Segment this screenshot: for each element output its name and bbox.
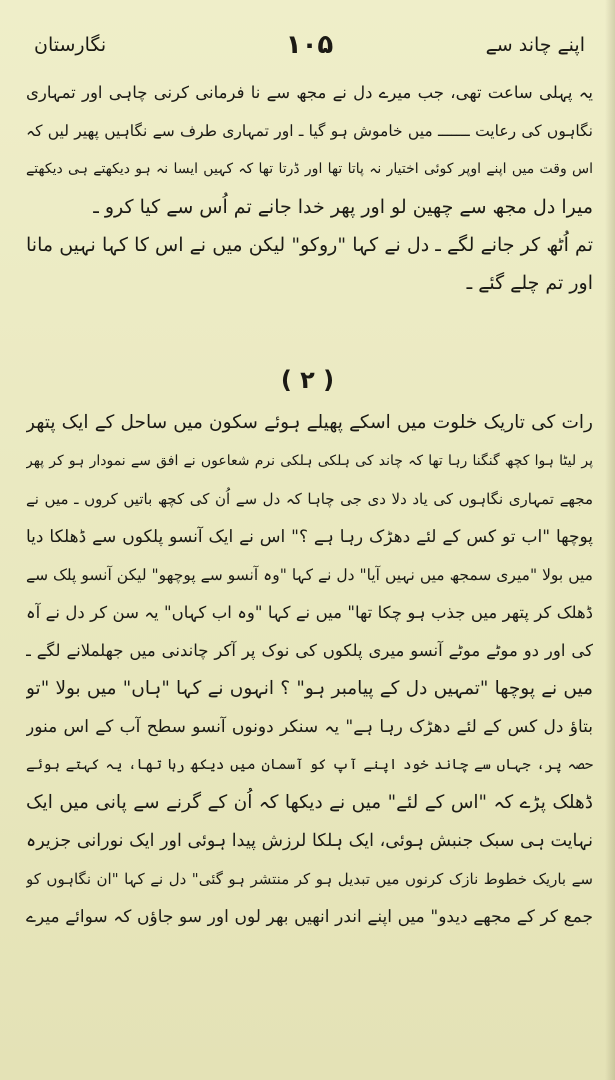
text-line: رات کی تاریک خلوت میں اسکے پھیلے ہوئے سکون میں ساحل کے ایک پتھر — [26, 412, 593, 433]
text-line: حصہ پر، جہاں سے چاند خود اپنے آپ کو آسمان میں دیکھ رہا تھا، یہ کہتے ہوئے — [26, 757, 593, 773]
text-line: نگاہوں کی رعایت ـــــــ میں خاموش ہو گیا ـ اور تمہاری طرف سے نگاہیں پھیر لیں کہ — [26, 122, 593, 140]
text-line: میرا دل مجھ سے چھین لو اور پھر خدا جانے تم اُس سے کیا کرو ـ — [93, 196, 593, 218]
text-line: پر لیٹا ہوا کچھ گنگنا رہا تھا کہ چاند کی ہلکی ہلکی نرم شعاعوں نے افق سے نمودار ہو کر پھر — [26, 453, 593, 469]
text-line: ڈھلک پڑے کہ "اس کے لئے" میں نے دیکھا کہ اُن کے گرنے سے پانی میں ایک — [26, 792, 593, 813]
running-title-left: نگارستان — [34, 34, 107, 56]
text-line: اس وقت میں اپنے اوپر کوئی اختیار نہ پاتا تھا اور ڈرتا تھا کہ کہیں ایسا نہ ہو دیکھتے ہی دیکھتے — [26, 161, 593, 177]
text-line: تم اُٹھ کر جانے لگے ـ دل نے کہا "روکو" لیکن میں نے اس کا کہا نہیں مانا — [26, 234, 593, 256]
text-line: بتاؤ دل کس کے لئے دھڑک رہا ہے" یہ سنکر دونوں آنسو سطح آب کے اس منور — [26, 717, 593, 737]
text-line: ڈھلک کر پتھر میں جذب ہو چکا تھا" میں نے کہا "وہ اب کہاں" یہ سن کر دل نے آہ — [26, 603, 593, 622]
page-header — [34, 30, 585, 64]
section-two-text — [26, 404, 593, 936]
text-line: نہایت ہی سبک جنبش ہوئی، ایک ہلکا لرزش پیدا ہوئی اور ایک نورانی جزیرہ — [26, 831, 593, 851]
running-title-right: اپنے چاند سے — [485, 34, 585, 56]
text-line: سے باریک خطوط نازک کرنوں میں تبدیل ہو کر منتشر ہو گئی" دل نے کہا "ان نگاہوں کو — [26, 870, 593, 888]
text-line: جمع کر کے مجھے دیدو" میں اپنے اندر انھیں بھر لوں اور سو جاؤں کہ سوائے میرے — [26, 907, 593, 927]
text-line: یہ پہلی ساعت تھی، جب میرے دل نے مجھ سے نا فرمانی کرنی چاہی اور تمہاری — [26, 83, 593, 102]
text-line: اور تم چلے گئے ـ — [466, 272, 593, 294]
text-line: مجھے تمہاری نگاہوں کی یاد دلا دی جی چاہا کہ دل سے اُن کی کچھ باتیں کروں ـ میں نے — [26, 490, 593, 508]
page-number: ۱۰۵ — [285, 30, 334, 60]
text-line: کی اور دو موٹے موٹے آنسو میری پلکوں کی نوک پر آکر چاندنی میں جھلملانے لگے ـ — [26, 641, 593, 660]
section-one-text — [26, 74, 593, 302]
section-number: ( ۲ ) — [280, 366, 335, 394]
text-line: میں نے پوچھا "تمہیں دل کے پیامبر ہو" ؟ انہوں نے کہا "ہاں" میں بولا "تو — [26, 678, 593, 699]
text-line: میں بولا "میری سمجھ میں نہیں آیا" دل نے کہا "وہ آنسو سے پوچھو" لیکن آنسو پلک سے — [26, 566, 593, 584]
text-line: پوچھا "اب تو کس کے لئے دھڑک رہا ہے ؟" اس نے ایک آنسو پلکوں سے ڈھلکا دیا — [26, 527, 593, 547]
page-spine-shadow — [605, 0, 615, 1080]
